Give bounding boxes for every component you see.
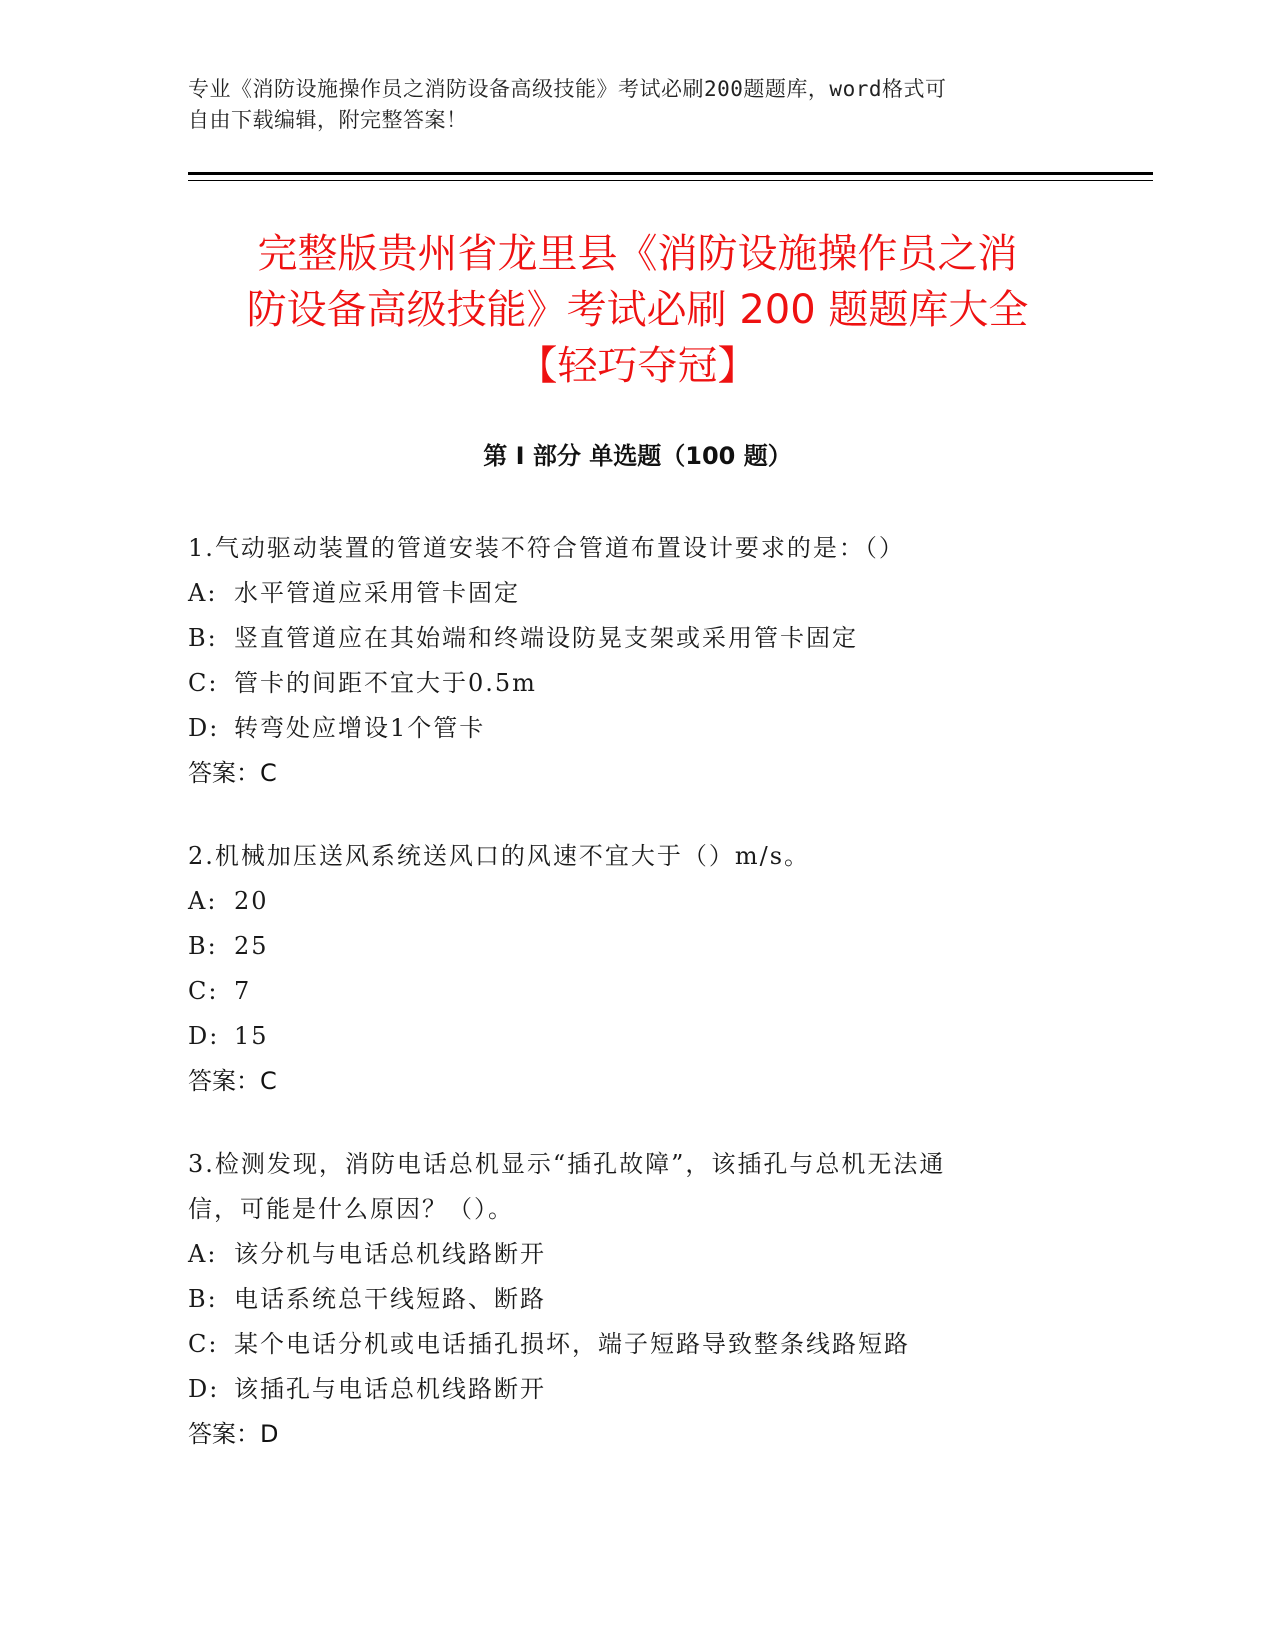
option-letter: A: <box>188 887 218 915</box>
option-letter: C: <box>188 669 219 697</box>
question-option <box>188 616 1068 661</box>
option-letter: D: <box>188 1022 220 1050</box>
question-option <box>188 924 1068 969</box>
option-letter: B: <box>188 624 218 652</box>
header-divider-thick <box>188 172 1153 175</box>
question-stem: 信，可能是什么原因？（）。 <box>188 1195 514 1223</box>
question-option <box>188 706 1068 751</box>
option-text: 竖直管道应在其始端和终端设防晃支架或采用管卡固定 <box>234 624 858 652</box>
section-title: 第 I 部分 单选题（100 题） <box>483 442 792 470</box>
question-item <box>188 526 1068 796</box>
option-text: 20 <box>234 887 269 915</box>
option-text: 水平管道应采用管卡固定 <box>234 579 520 607</box>
header-note-line-2: 自由下载编辑，附完整答案！ <box>188 108 468 132</box>
option-letter: D: <box>188 714 220 742</box>
question-stem: 2.机械加压送风系统送风口的风速不宜大于（）m/s。 <box>188 842 811 870</box>
option-text: 25 <box>234 932 269 960</box>
question-option <box>188 969 1068 1014</box>
question-option <box>188 571 1068 616</box>
option-text: 15 <box>234 1022 269 1050</box>
option-letter: B: <box>188 1285 218 1313</box>
option-text: 某个电话分机或电话插孔损坏，端子短路导致整条线路短路 <box>234 1330 910 1358</box>
option-letter: C: <box>188 1330 219 1358</box>
question-option <box>188 1322 1068 1367</box>
question-option <box>188 1232 1068 1277</box>
title-line-1: 完整版贵州省龙里县《消防设施操作员之消 <box>257 231 1018 277</box>
question-stem: 3.检测发现，消防电话总机显示“插孔故障”，该插孔与总机无法通 <box>188 1150 946 1178</box>
option-text: 该分机与电话总机线路断开 <box>234 1240 546 1268</box>
option-letter: D: <box>188 1375 220 1403</box>
question-option <box>188 879 1068 924</box>
title-line-2: 防设备高级技能》考试必刷 200 题题库大全 <box>246 287 1029 333</box>
option-letter: C: <box>188 977 219 1005</box>
question-item <box>188 1142 1068 1457</box>
header-note <box>188 74 1088 136</box>
question-option <box>188 1277 1068 1322</box>
question-list <box>188 526 1068 1495</box>
question-option <box>188 661 1068 706</box>
option-letter: A: <box>188 1240 218 1268</box>
question-stem: 1.气动驱动装置的管道安装不符合管道布置设计要求的是：（） <box>188 534 905 562</box>
header-divider-thin <box>188 180 1153 181</box>
question-item <box>188 834 1068 1104</box>
option-text: 电话系统总干线短路、断路 <box>234 1285 546 1313</box>
question-answer: 答案：C <box>188 759 277 787</box>
option-letter: A: <box>188 579 218 607</box>
question-option <box>188 1367 1068 1412</box>
header-note-line-1: 专业《消防设施操作员之消防设备高级技能》考试必刷200题题库，word格式可 <box>188 77 947 101</box>
question-answer: 答案：D <box>188 1420 279 1448</box>
question-answer: 答案：C <box>188 1067 277 1095</box>
title-line-3: 【轻巧夺冠】 <box>517 343 758 389</box>
option-text: 7 <box>234 977 252 1005</box>
question-option <box>188 1014 1068 1059</box>
option-letter: B: <box>188 932 218 960</box>
option-text: 管卡的间距不宜大于0.5m <box>234 669 537 697</box>
option-text: 该插孔与电话总机线路断开 <box>234 1375 546 1403</box>
option-text: 转弯处应增设1个管卡 <box>234 714 486 742</box>
document-title <box>150 226 1125 394</box>
